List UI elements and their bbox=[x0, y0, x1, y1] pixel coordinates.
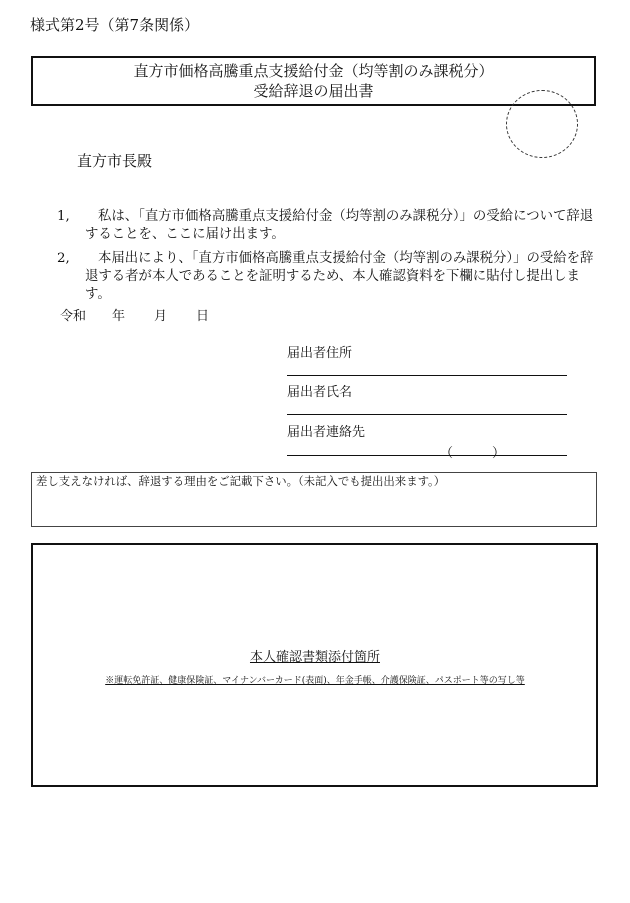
address-label: 届出者住所 bbox=[287, 346, 353, 361]
id-section-title: 本人確認書類添付箇所 bbox=[249, 650, 380, 665]
date-month: 月 bbox=[154, 309, 168, 324]
contact-label: 届出者連絡先 bbox=[287, 425, 366, 440]
date-era: 令和 bbox=[60, 309, 87, 324]
title-line-2: 受給辞退の届出書 bbox=[253, 82, 374, 100]
date-year: 年 bbox=[112, 309, 126, 324]
address-field[interactable] bbox=[287, 375, 567, 376]
title-box bbox=[31, 56, 596, 106]
statement-item-1 bbox=[57, 208, 597, 244]
statement-item-2 bbox=[57, 250, 597, 304]
contact-field[interactable] bbox=[287, 455, 567, 456]
item-number: 1, bbox=[57, 209, 70, 224]
title-line-1: 直方市価格高騰重点支援給付金（均等割のみ課税分） bbox=[133, 62, 494, 80]
form-number: 様式第2号（第7条関係） bbox=[30, 16, 200, 34]
item-text: 本届出により、「直方市価格高騰重点支援給付金（均等割のみ課税分）」の受給を辞退する者が本人であることを証明するため、本人確認資料を下欄に貼付し提出します。 bbox=[85, 251, 594, 302]
phone-paren: （ ） bbox=[440, 446, 506, 461]
date-line bbox=[60, 305, 209, 324]
id-section-note: ※運転免許証、健康保険証、マイナンバーカード(表面)、年金手帳、介護保険証、パスポート等の写し等 bbox=[105, 676, 525, 686]
name-field[interactable] bbox=[287, 414, 567, 415]
item-number: 2, bbox=[57, 251, 70, 266]
date-day: 日 bbox=[196, 309, 210, 324]
seal-circle bbox=[506, 90, 578, 158]
id-document-box bbox=[31, 543, 598, 787]
name-label: 届出者氏名 bbox=[287, 385, 353, 400]
addressee: 直方市長殿 bbox=[77, 152, 153, 170]
item-text: 私は、「直方市価格高騰重点支援給付金（均等割のみ課税分）」の受給について辞退することを、ここに届け出ます。 bbox=[85, 209, 594, 242]
reason-prompt: 差し支えなければ、辞退する理由をご記載下さい。（未記入でも提出出来ます。） bbox=[36, 474, 446, 488]
